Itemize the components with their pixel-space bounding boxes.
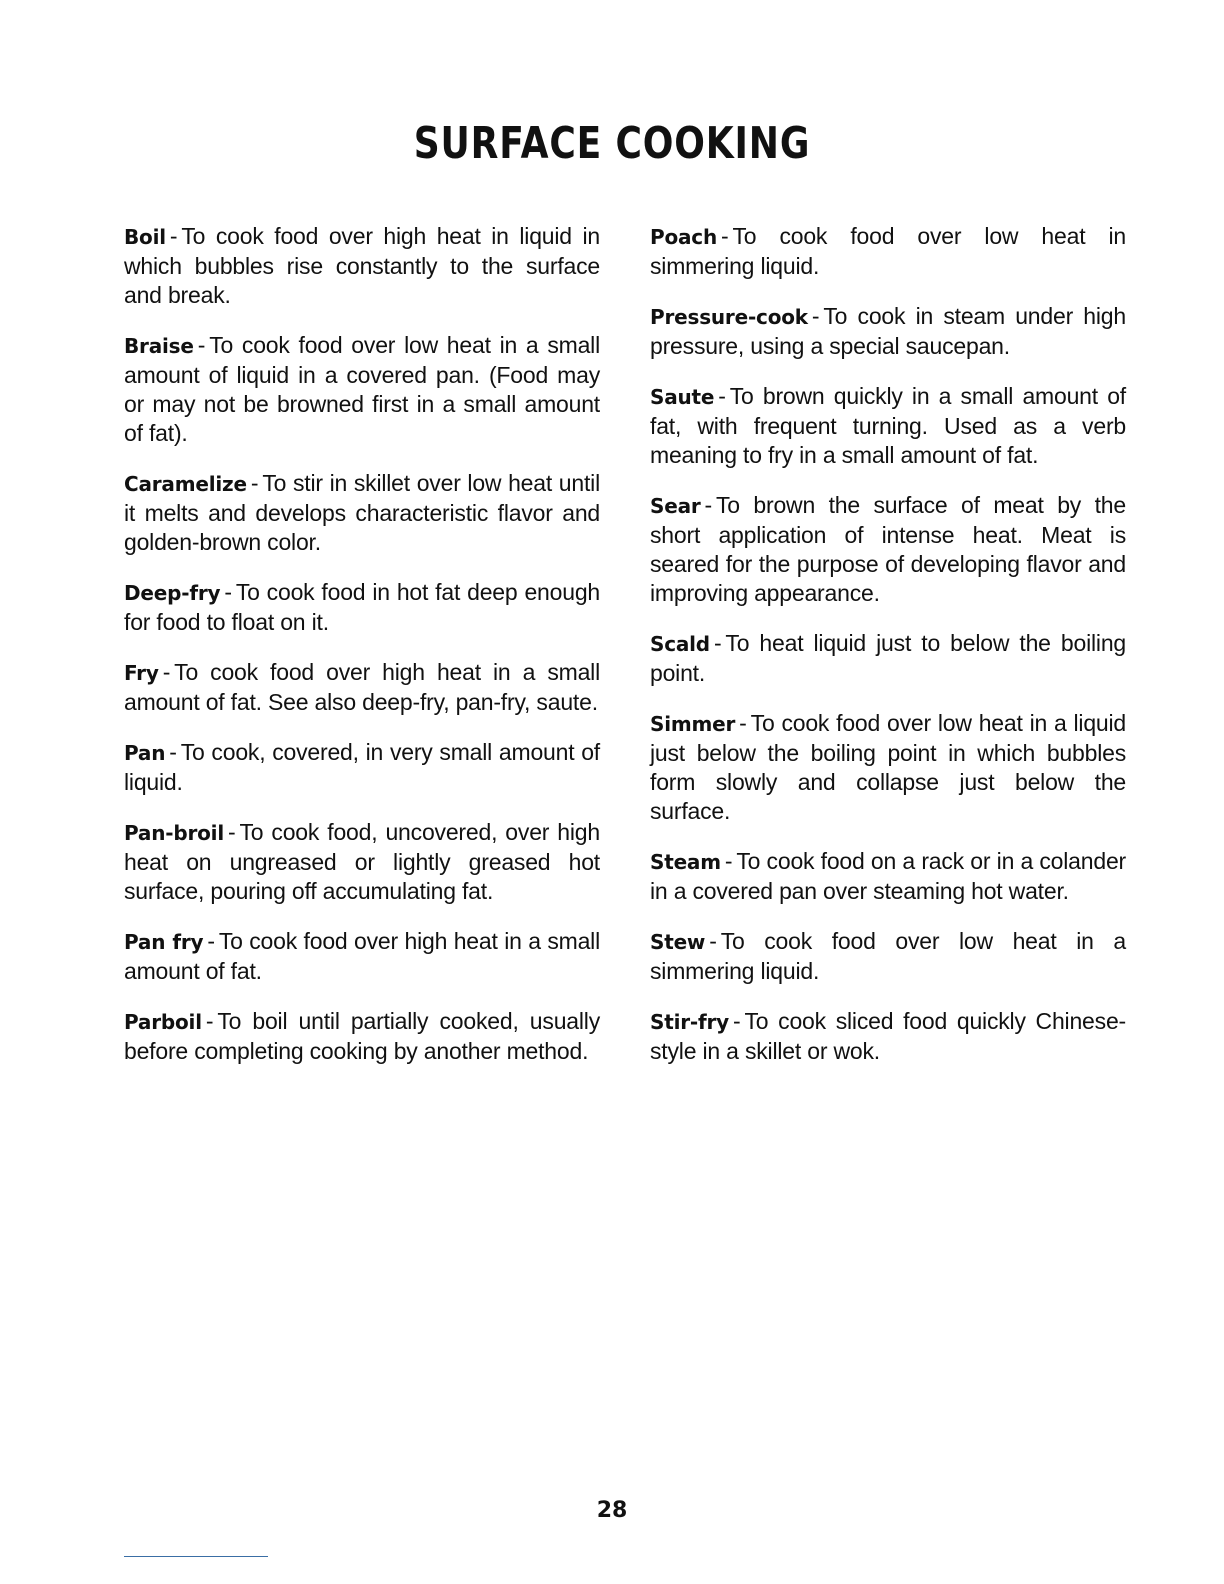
left-column bbox=[124, 222, 600, 1087]
glossary-entry bbox=[124, 578, 600, 637]
glossary-term: Scald bbox=[650, 632, 710, 656]
glossary-entry bbox=[124, 658, 600, 717]
glossary-definition: To cook in steam under high pressure, using a special saucepan. bbox=[650, 303, 1126, 359]
page-title: SURFACE COOKING bbox=[413, 118, 811, 169]
glossary-definition: To stir in skillet over low heat until it melts and develops characteristic flavor and golden-brown color. bbox=[124, 470, 600, 555]
glossary-definition: To cook food, uncovered, over high heat on ungreased or lightly greased hot surface, pouring off accumulating fat. bbox=[124, 819, 600, 904]
term-separator: - bbox=[709, 928, 717, 954]
glossary-term: Stir-fry bbox=[650, 1010, 729, 1034]
glossary-definition: To heat liquid just to below the boiling point. bbox=[650, 630, 1126, 686]
term-separator: - bbox=[197, 332, 206, 358]
glossary-term: Parboil bbox=[124, 1010, 202, 1034]
glossary-term: Sear bbox=[650, 494, 701, 518]
glossary-entry bbox=[650, 382, 1126, 470]
glossary-entry bbox=[650, 1007, 1126, 1066]
footer-rule bbox=[124, 1556, 268, 1557]
glossary-definition: To cook food over low heat in a simmering liquid. bbox=[650, 928, 1126, 984]
glossary-definition: To cook food over low heat in a small amount of liquid in a covered pan. (Food may or may not be browned first in a small amount of fat). bbox=[124, 332, 600, 446]
glossary-term: Poach bbox=[650, 225, 717, 249]
glossary-term: Pan fry bbox=[124, 930, 204, 954]
glossary-term: Saute bbox=[650, 385, 715, 409]
term-separator: - bbox=[721, 223, 729, 249]
term-separator: - bbox=[169, 739, 177, 765]
glossary-term: Boil bbox=[124, 225, 166, 249]
glossary-definition: To cook food on a rack or in a colander in a covered pan over steaming hot water. bbox=[650, 848, 1126, 904]
term-separator: - bbox=[724, 848, 733, 874]
glossary-entry bbox=[650, 491, 1126, 608]
glossary-definition: To cook food over high heat in liquid in which bubbles rise constantly to the surface and break. bbox=[124, 223, 600, 308]
term-separator: - bbox=[704, 492, 712, 518]
glossary-entry bbox=[124, 818, 600, 906]
glossary-entry bbox=[124, 222, 600, 310]
term-separator: - bbox=[713, 630, 722, 656]
term-separator: - bbox=[718, 383, 726, 409]
glossary-definition: To cook food over low heat in a liquid just below the boiling point in which bubbles form slowly and collapse just below the surface. bbox=[650, 710, 1126, 824]
term-separator: - bbox=[162, 659, 171, 685]
glossary-definition: To cook food over high heat in a small amount of fat. See also deep-fry, pan-fry, saute. bbox=[124, 659, 600, 715]
term-separator: - bbox=[250, 470, 259, 496]
glossary-entry bbox=[650, 847, 1126, 906]
glossary-entry bbox=[650, 302, 1126, 361]
glossary-entry bbox=[650, 927, 1126, 986]
glossary-definition: To brown quickly in a small amount of fat, with frequent turning. Used as a verb meaning to fry in a small amount of fat. bbox=[650, 383, 1126, 468]
glossary-entry bbox=[650, 709, 1126, 826]
glossary-definition: To cook sliced food quickly Chinese-style in a skillet or wok. bbox=[650, 1008, 1126, 1064]
glossary-term: Stew bbox=[650, 930, 706, 954]
glossary-entry bbox=[650, 222, 1126, 281]
glossary-term: Steam bbox=[650, 850, 721, 874]
glossary-entry bbox=[124, 1007, 600, 1066]
glossary-definition: To brown the surface of meat by the short application of intense heat. Meat is seared for the purpose of developing flavor and improving appearance. bbox=[650, 492, 1126, 606]
term-separator: - bbox=[205, 1008, 214, 1034]
term-separator: - bbox=[207, 928, 215, 954]
glossary-definition: To cook food in hot fat deep enough for food to float on it. bbox=[124, 579, 600, 635]
glossary-term: Fry bbox=[124, 661, 159, 685]
page-number: 28 bbox=[596, 1498, 628, 1523]
term-separator: - bbox=[739, 710, 747, 736]
term-separator: - bbox=[733, 1008, 741, 1034]
right-column bbox=[650, 222, 1126, 1087]
glossary-entry bbox=[124, 469, 600, 557]
glossary-entry bbox=[124, 927, 600, 986]
glossary-term: Braise bbox=[124, 334, 194, 358]
glossary-term: Deep-fry bbox=[124, 581, 221, 605]
glossary-term: Pan bbox=[124, 741, 166, 765]
term-separator: - bbox=[224, 579, 232, 605]
term-separator: - bbox=[228, 819, 236, 845]
glossary-term: Caramelize bbox=[124, 472, 247, 496]
glossary-term: Pan-broil bbox=[124, 821, 224, 845]
glossary-definition: To boil until partially cooked, usually before completing cooking by another method. bbox=[124, 1008, 600, 1064]
glossary-term: Pressure-cook bbox=[650, 305, 808, 329]
term-separator: - bbox=[169, 223, 178, 249]
glossary-entry bbox=[650, 629, 1126, 688]
glossary-entry bbox=[124, 331, 600, 448]
glossary-definition: To cook food over low heat in simmering liquid. bbox=[650, 223, 1126, 279]
term-separator: - bbox=[811, 303, 820, 329]
glossary-term: Simmer bbox=[650, 712, 736, 736]
glossary-entry bbox=[124, 738, 600, 797]
glossary-definition: To cook food over high heat in a small amount of fat. bbox=[124, 928, 600, 984]
glossary-definition: To cook, covered, in very small amount of liquid. bbox=[124, 739, 600, 795]
